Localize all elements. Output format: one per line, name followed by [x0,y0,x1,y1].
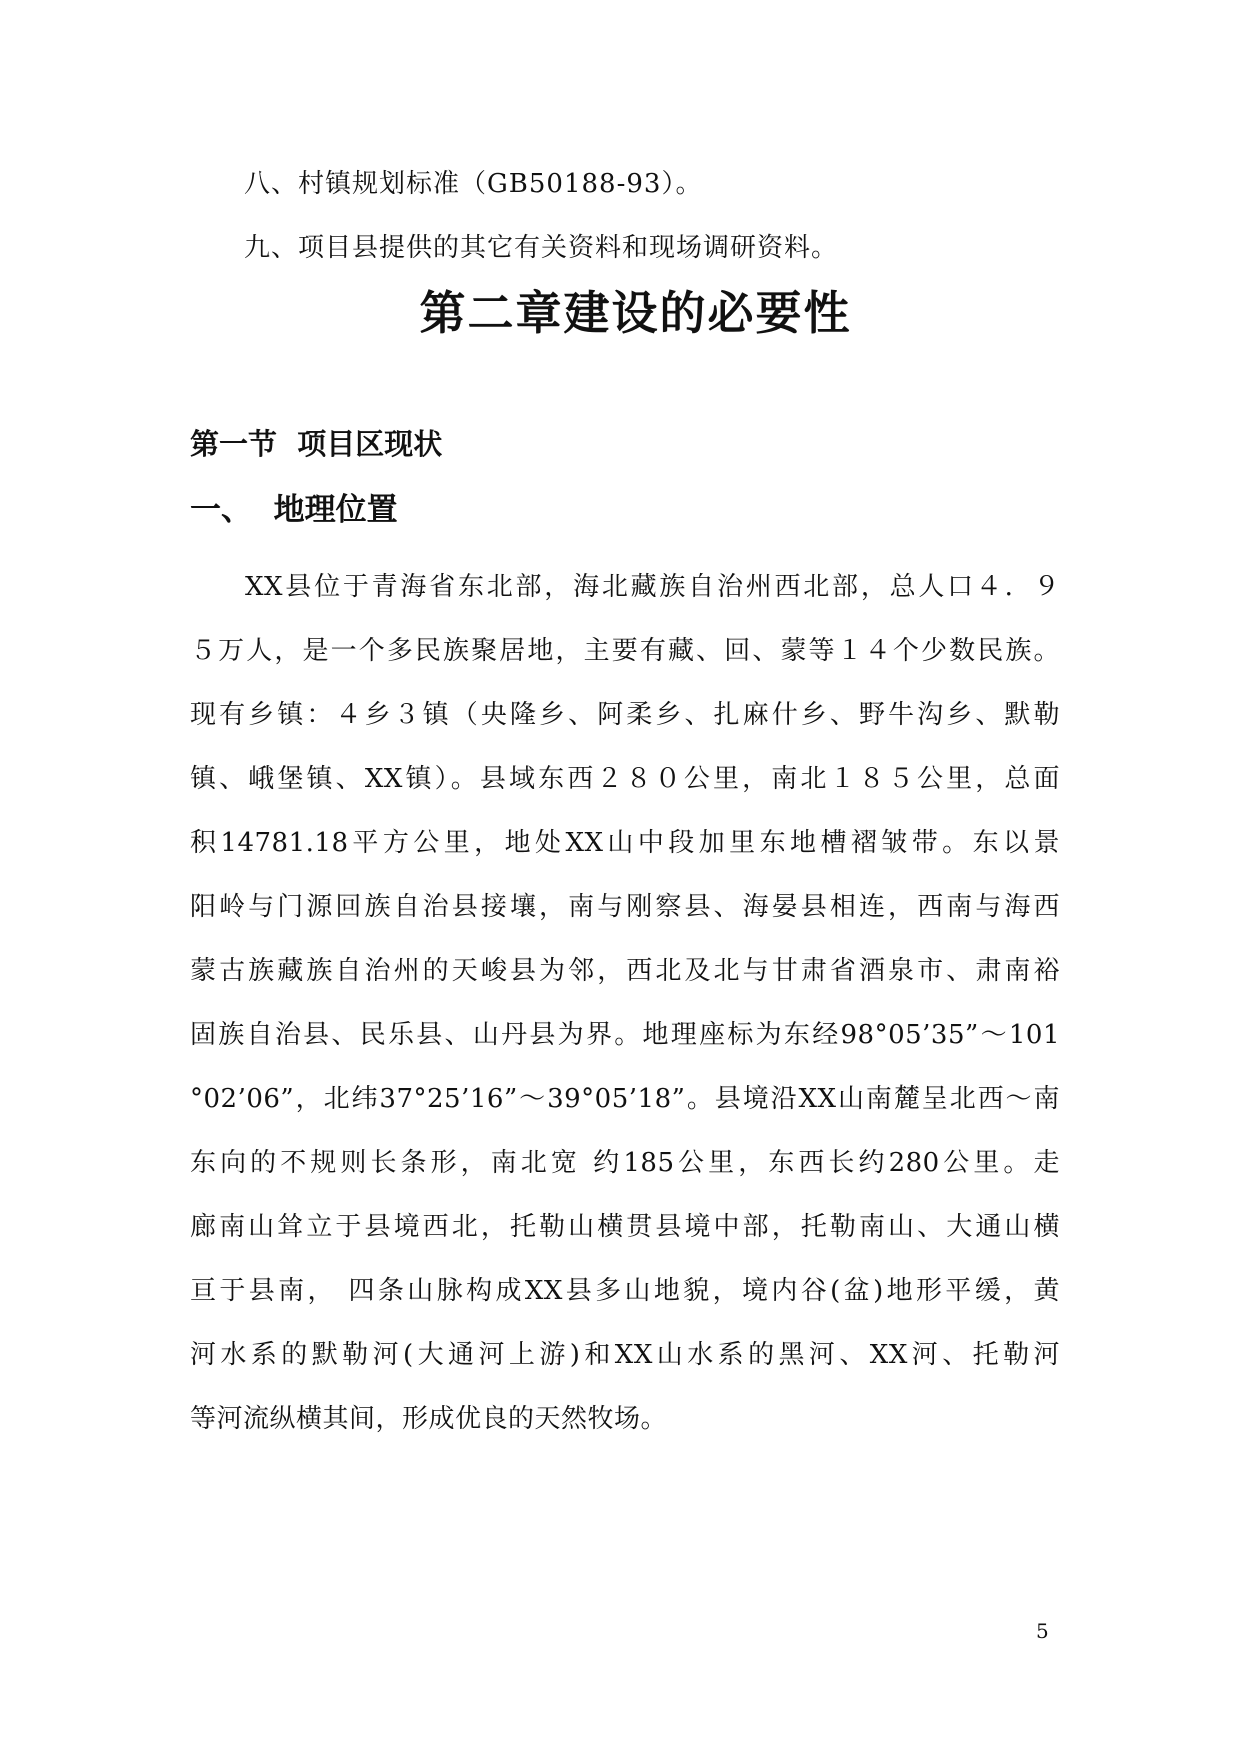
paragraph-line: 固族自治县、民乐县、山丹县为界。地理座标为东经98°05’35”～101 [190,1020,1060,1050]
body-paragraph [190,555,1060,1451]
section-title: 第一节 项目区现状 [190,427,443,461]
page-number: 5 [1036,1619,1049,1643]
chapter-title: 第二章建设的必要性 [419,286,852,340]
reference-item-9: 九、项目县提供的其它有关资料和现场调研资料。 [244,233,839,263]
paragraph-line: 东向的不规则长条形，南北宽 约185公里，东西长约280公里。走 [190,1148,1060,1178]
subsection-title: 一、 地理位置 [190,492,398,528]
paragraph-line: 镇、峨堡镇、XX镇）。县域东西２８０公里，南北１８５公里，总面 [190,764,1060,794]
reference-item-8: 八、村镇规划标准（GB50188-93）。 [244,169,703,199]
paragraph-line: 亘于县南， 四条山脉构成XX县多山地貌，境内谷(盆)地形平缓，黄 [190,1276,1060,1306]
paragraph-line: ５万人，是一个多民族聚居地，主要有藏、回、蒙等１４个少数民族。 [190,636,1060,666]
paragraph-line: 现有乡镇：４乡３镇（央隆乡、阿柔乡、扎麻什乡、野牛沟乡、默勒 [190,700,1060,730]
paragraph-line: 河水系的默勒河(大通河上游)和XX山水系的黑河、XX河、托勒河 [190,1340,1060,1370]
paragraph-line: 蒙古族藏族自治州的天峻县为邻，西北及北与甘肃省酒泉市、肃南裕 [190,956,1060,986]
paragraph-line: 阳岭与门源回族自治县接壤，南与刚察县、海晏县相连，西南与海西 [190,892,1060,922]
paragraph-line: 积14781.18平方公里，地处XX山中段加里东地槽褶皱带。东以景 [190,828,1060,858]
paragraph-line: 等河流纵横其间，形成优良的天然牧场。 [190,1404,668,1434]
paragraph-line: 廊南山耸立于县境西北，托勒山横贯县境中部，托勒南山、大通山横 [190,1212,1060,1242]
paragraph-line: XX县位于青海省东北部，海北藏族自治州西北部，总人口４．９ [245,572,1060,602]
paragraph-line: °02’06”，北纬37°25’16”～39°05’18”。县境沿XX山南麓呈北西～南 [190,1084,1060,1114]
